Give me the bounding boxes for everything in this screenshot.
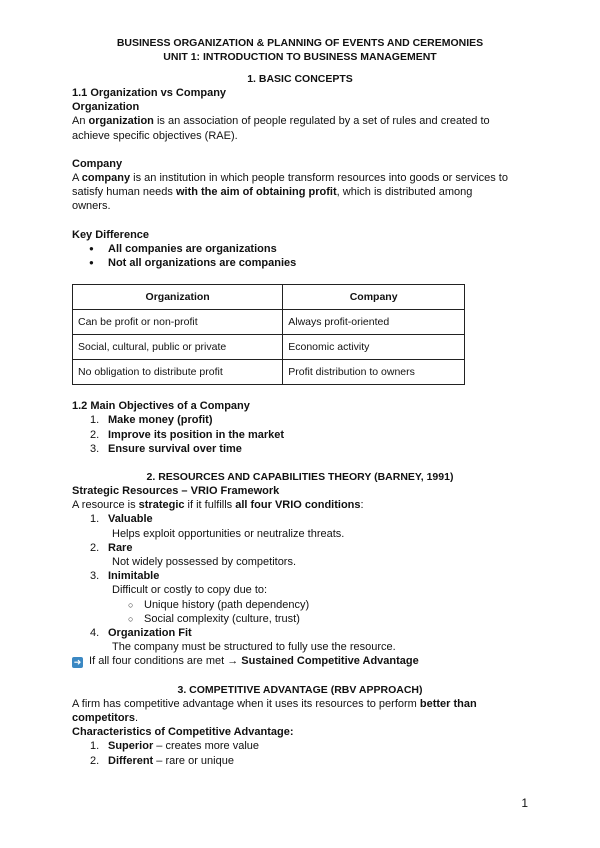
objectives-heading: 1.2 Main Objectives of a Company bbox=[72, 400, 250, 413]
list-item: 2. Rare bbox=[90, 541, 133, 554]
table-header-row bbox=[73, 285, 465, 310]
valuable-description: Helps exploit opportunities or neutralize threats. bbox=[112, 527, 345, 540]
organization-definition-cont: achieve specific objectives (RAE). bbox=[72, 129, 238, 142]
list-item: ● All companies are organizations bbox=[108, 242, 528, 256]
doc-title: BUSINESS ORGANIZATION & PLANNING OF EVENTS AND CEREMONIES bbox=[116, 37, 484, 49]
table-cell: Social, cultural, public or private bbox=[73, 335, 283, 360]
table-row bbox=[73, 310, 465, 335]
table-header-company: Company bbox=[283, 285, 465, 310]
table-cell: Profit distribution to owners bbox=[283, 360, 465, 385]
table-cell: No obligation to distribute profit bbox=[73, 360, 283, 385]
document-page bbox=[72, 36, 528, 768]
list-item: 3. Ensure survival over time bbox=[90, 442, 242, 455]
inimitable-sub-1: ○ Unique history (path dependency) bbox=[72, 598, 528, 612]
vrio-list bbox=[72, 512, 528, 526]
vrio-list-3 bbox=[72, 569, 528, 583]
company-heading: Company bbox=[72, 157, 123, 170]
table-row bbox=[73, 360, 465, 385]
arrow-right-icon: ➜ bbox=[73, 657, 82, 668]
comparison-table bbox=[72, 284, 465, 385]
list-item: ● Not all organizations are companies bbox=[108, 256, 528, 270]
key-difference-list bbox=[72, 242, 528, 270]
table-cell: Always profit-oriented bbox=[283, 310, 465, 335]
table-cell: Economic activity bbox=[283, 335, 465, 360]
rare-description: Not widely possessed by competitors. bbox=[112, 556, 297, 569]
list-item: 1. Superior – creates more value bbox=[90, 740, 260, 753]
section-2-title: 2. RESOURCES AND CAPABILITIES THEORY (BARNEY, 1991) bbox=[146, 471, 454, 484]
vrio-heading: Strategic Resources – VRIO Framework bbox=[72, 485, 280, 498]
company-definition-cont: satisfy human needs with the aim of obtaining profit, which is distributed among bbox=[72, 186, 473, 199]
competitive-advantage-definition-cont: competitors. bbox=[72, 711, 139, 724]
vrio-list-2 bbox=[72, 541, 528, 555]
vrio-list-4 bbox=[72, 626, 528, 640]
organization-fit-description: The company must be structured to fully use the resource. bbox=[112, 641, 396, 654]
vrio-intro: A resource is strategic if it fulfills all four VRIO conditions: bbox=[72, 499, 364, 512]
list-item: 3. Inimitable bbox=[90, 570, 160, 583]
company-definition-end: owners. bbox=[72, 200, 111, 213]
table-cell: Can be profit or non-profit bbox=[73, 310, 283, 335]
characteristics-list bbox=[72, 739, 528, 767]
organization-heading: Organization bbox=[72, 101, 140, 114]
list-item: 1. Make money (profit) bbox=[90, 414, 213, 427]
list-item: 2. Different – rare or unique bbox=[90, 754, 234, 767]
key-difference-heading: Key Difference bbox=[72, 228, 150, 241]
doc-subtitle: UNIT 1: INTRODUCTION TO BUSINESS MANAGEMENT bbox=[163, 51, 437, 63]
list-item: 1. Valuable bbox=[90, 513, 153, 526]
section-1-title: 1. BASIC CONCEPTS bbox=[247, 73, 353, 85]
company-definition: A company is an institution in which people transform resources into goods or services to bbox=[72, 172, 508, 185]
page-number: 1 bbox=[521, 796, 528, 810]
list-item: 4. Organization Fit bbox=[90, 627, 192, 640]
inimitable-description: Difficult or costly to copy due to: bbox=[112, 584, 268, 597]
table-row bbox=[73, 335, 465, 360]
competitive-advantage-definition: A firm has competitive advantage when it uses its resources to perform better than bbox=[72, 697, 477, 710]
characteristics-heading: Characteristics of Competitive Advantage: bbox=[72, 726, 294, 739]
organization-definition: An organization is an association of people regulated by a set of rules and created to bbox=[72, 115, 490, 128]
objectives-list bbox=[72, 413, 528, 456]
section-1-1-heading: 1.1 Organization vs Company bbox=[72, 87, 227, 99]
table-header-organization: Organization bbox=[73, 285, 283, 310]
section-3-title: 3. COMPETITIVE ADVANTAGE (RBV APPROACH) bbox=[177, 683, 423, 696]
vrio-conclusion: ➜ If all four conditions are met → Sustained Competitive Advantage bbox=[73, 655, 419, 668]
list-item: 2. Improve its position in the market bbox=[90, 428, 285, 441]
inimitable-sub-2: ○ Social complexity (culture, trust) bbox=[72, 612, 528, 626]
